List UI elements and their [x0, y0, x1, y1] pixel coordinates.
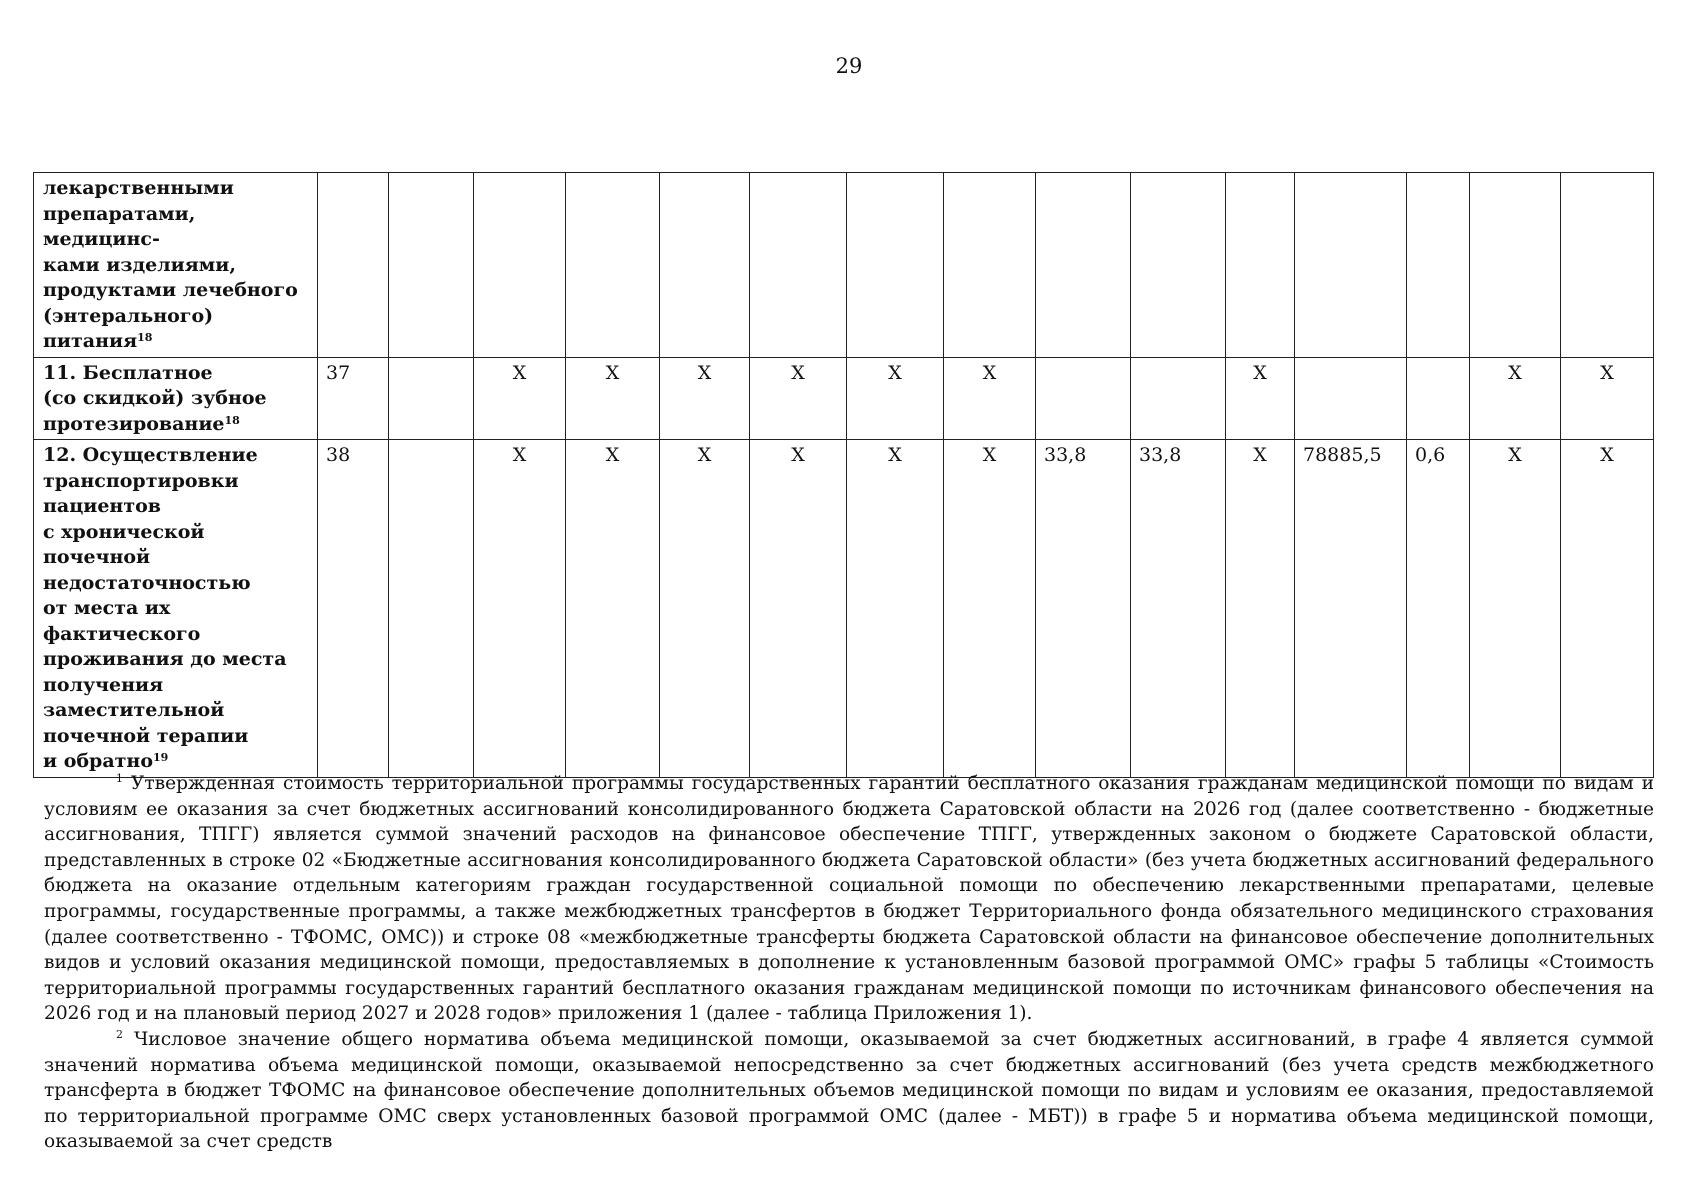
table-cell: Х — [1226, 440, 1295, 778]
table-cell — [1131, 357, 1226, 440]
table-cell — [1295, 357, 1407, 440]
table-cell: Х — [1470, 357, 1561, 440]
row-name-line: недостаточностью — [43, 571, 251, 594]
row-name-line: (энтерального) — [43, 304, 214, 327]
row-name-line: заместительной — [43, 699, 225, 721]
table-cell — [847, 173, 944, 358]
row-name-cell — [34, 357, 318, 440]
table-cell: Х — [660, 357, 750, 440]
table-cell: 38 — [318, 440, 389, 778]
table-cell: Х — [944, 440, 1036, 778]
table-cell — [750, 173, 847, 358]
data-table — [33, 172, 1654, 778]
footnote-text: Утвержденная стоимость территориальной программы государственных гарантий бесплатного оказания гражданам медицинской помощи по видам и условиям ее оказания за счет бюджетных ассигнований консолидированного бюджета Саратовской области на 2026 год (далее соответственно - бюджетные ассигнования, ТПГГ) является суммой значений расходов на финансовое обеспечение ТПГГ, утвержденных законом о бюджете Саратовской области, представленных в строке 02 «Бюджетные ассигнования консолидированного бюджета Саратовской области» (без учета бюджетных ассигнований федерального бюджета на оказание отдельным категориям граждан государственной социальной помощи по обеспечению лекарственными препаратами, целевые программы, государственные программы, а также межбюджетных трансфертов в бюджет Территориального фонда обязательного медицинского страхования (далее соответственно - ТФОМС, ОМС)) и строке 08 «межбюджетные трансферты бюджета Саратовской области на финансовое обеспечение дополнительных видов и условий оказания медицинской помощи, предоставляемых в дополнение к установленным базовой программой ОМС» графы 5 таблицы «Стоимость территориальной программы государственных гарантий бесплатного оказания гражданам медицинской помощи по источникам финансового обеспечения на 2026 год и на плановый период 2027 и 2028 годов» приложения 1 (далее - таблица Приложения 1). — [44, 773, 1654, 1025]
row-name-cell — [34, 173, 318, 358]
table-cell: 0,6 — [1407, 440, 1470, 778]
row-name-line: получения — [43, 673, 164, 696]
table-cell — [1407, 173, 1470, 358]
table-cell: Х — [944, 357, 1036, 440]
table-cell — [1131, 173, 1226, 358]
table-cell — [1561, 173, 1654, 358]
row-name-line: фактического — [43, 622, 201, 645]
footnote-ref: 18 — [137, 331, 153, 344]
table-cell: Х — [847, 357, 944, 440]
row-name-line: проживания до места — [43, 648, 287, 670]
row-name-line: ками изделиями, — [43, 253, 236, 276]
table-cell: 37 — [318, 357, 389, 440]
table-cell — [566, 173, 660, 358]
table-cell — [318, 173, 389, 358]
table-cell: Х — [1561, 357, 1654, 440]
table-cell: 33,8 — [1131, 440, 1226, 778]
table-cell: Х — [1561, 440, 1654, 778]
table-cell: Х — [474, 440, 566, 778]
table-cell: Х — [750, 440, 847, 778]
page-number: 29 — [835, 54, 863, 78]
table-row — [34, 173, 1654, 358]
table-row — [34, 357, 1654, 440]
footnotes — [44, 771, 1654, 1155]
row-name-line: протезирование — [43, 412, 225, 435]
row-name-line: пациентов — [43, 495, 161, 517]
table-cell: Х — [660, 440, 750, 778]
table-cell — [1470, 173, 1561, 358]
row-name-line: препаратами, медицинс- — [43, 202, 196, 250]
table-cell: 78885,5 — [1295, 440, 1407, 778]
table-cell — [389, 357, 474, 440]
footnote-text: Числовое значение общего норматива объема медицинской помощи, оказываемой за счет бюджетных ассигнований, в графе 4 является суммой значений норматива объема медицинской помощи, оказываемой непосредственно за счет бюджетных ассигнований (без учета средств межбюджетного трансферта в бюджет ТФОМС на финансовое обеспечение дополнительных объемов медицинской помощи по видам и условиям ее оказания, предоставляемой по территориальной программе ОМС сверх установленных базовой программой ОМС (далее - МБТ)) в графе 5 и норматива объема медицинской помощи, оказываемой за счет средств — [44, 1028, 1654, 1153]
row-name-line: транспортировки — [43, 469, 239, 492]
row-name-line: и обратно — [43, 750, 154, 772]
row-name-cell — [34, 440, 318, 778]
table-cell — [1036, 357, 1131, 440]
footnote-1 — [44, 771, 1654, 1027]
row-name-line: с хронической — [43, 520, 205, 543]
row-name-line: продуктами лечебного — [43, 279, 298, 301]
row-name-line: питания — [43, 330, 138, 352]
table-cell — [1295, 173, 1407, 358]
row-name-line: почечной терапии — [43, 724, 249, 747]
table-cell — [944, 173, 1036, 358]
table-cell: Х — [750, 357, 847, 440]
table-cell: Х — [1226, 357, 1295, 440]
row-name-line: 12. Осуществление — [43, 444, 258, 466]
table-cell — [474, 173, 566, 358]
footnote-ref: 19 — [153, 751, 169, 764]
footnote-2 — [44, 1027, 1654, 1155]
table-row — [34, 440, 1654, 778]
table-cell — [389, 440, 474, 778]
footnote-marker: 1 — [116, 772, 123, 785]
table-cell: Х — [474, 357, 566, 440]
table-cell — [389, 173, 474, 358]
table-cell: Х — [566, 357, 660, 440]
footnote-marker: 2 — [116, 1027, 123, 1041]
table-cell — [660, 173, 750, 358]
table-cell: Х — [847, 440, 944, 778]
row-name-line: лекарственными — [43, 177, 234, 199]
table-cell — [1407, 357, 1470, 440]
row-name-line: от места их — [43, 597, 171, 619]
table-cell: Х — [566, 440, 660, 778]
row-name-line: 11. Бесплатное — [43, 361, 213, 384]
row-name-line: почечной — [43, 546, 151, 568]
table-cell — [1226, 173, 1295, 358]
footnote-ref: 18 — [224, 413, 240, 427]
row-name-line: (со скидкой) зубное — [43, 387, 267, 409]
table-cell: Х — [1470, 440, 1561, 778]
table-cell — [1036, 173, 1131, 358]
table-cell: 33,8 — [1036, 440, 1131, 778]
